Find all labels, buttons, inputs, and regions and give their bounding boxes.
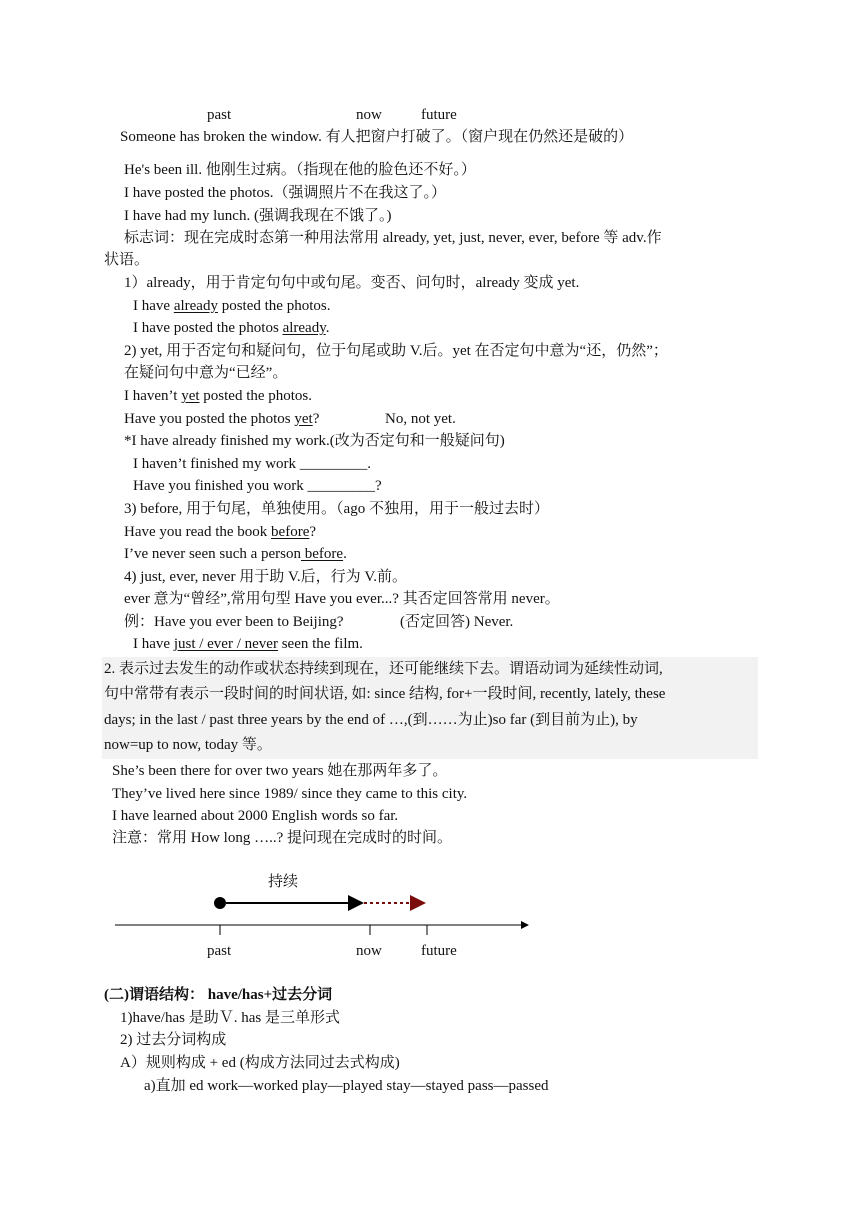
section2-line3: days; in the last / past three years by the end of …,(到……为止)so far (到目前为止), by xyxy=(104,712,638,728)
example-ever: 例：Have you ever been to Beijing? xyxy=(124,614,344,630)
section2-line4: now=up to now, today 等。 xyxy=(104,737,272,753)
example-been-ill: He's been ill. 他刚生过病。（指现在他的脸色还不好。） xyxy=(124,162,476,178)
example-yet-answer: No, not yet. xyxy=(385,411,456,427)
example-broken-window: Someone has broken the window. 有人把窗户打破了。（窗户现在仍然还是破的） xyxy=(120,129,634,145)
exercise-negative: I haven’t finished my work _________. xyxy=(133,456,372,472)
rule-yet-line2: 在疑问句中意为“已经”。 xyxy=(124,365,288,381)
example-yet-2: Have you posted the photos yet? xyxy=(124,411,320,427)
timeline-label-past: past xyxy=(207,107,232,123)
timeline-label-now: now xyxy=(356,107,382,123)
example-before-1: Have you read the book before? xyxy=(124,524,317,540)
section-heading-predicate: (二)谓语结构： have/has+过去分词 xyxy=(104,987,333,1003)
rule-ever-meaning: ever 意为“曾经”,常用句型 Have you ever...? 其否定回答常用 never。 xyxy=(124,591,560,607)
example-ever-answer: (否定回答) Never. xyxy=(400,614,514,630)
example-before-2: I’ve never seen such a person before. xyxy=(124,546,347,562)
example-been-there: She’s been there for over two years 她在那两年多了。 xyxy=(112,763,448,779)
point-past-participle: 2) 过去分词构成 xyxy=(120,1032,227,1048)
timeline-label-future: future xyxy=(421,107,457,123)
example-lived-here: They’ve lived here since 1989/ since they came to this city. xyxy=(112,786,468,802)
point-have-has: 1)have/has 是助Ｖ. has 是三单形式 xyxy=(120,1010,340,1026)
rule-yet-line1: 2) yet, 用于否定句和疑问句，位于句尾或助 V.后。yet 在否定句中意为“还，仍然”； xyxy=(124,343,668,359)
example-just-ever-never: I have just / ever / never seen the film. xyxy=(133,636,363,652)
example-had-lunch: I have had my lunch. (强调我现在不饿了。) xyxy=(124,208,392,224)
example-yet-1: I haven’t yet posted the photos. xyxy=(124,388,313,404)
signal-words-line2: 状语。 xyxy=(104,252,150,268)
example-posted-photos: I have posted the photos.（强调照片不在我这了。） xyxy=(124,185,447,201)
diagram-label-duration: 持续 xyxy=(268,874,299,890)
signal-words-line1: 标志词：现在完成时态第一种用法常用 already, yet, just, never, ever, before 等 adv.作 xyxy=(124,230,662,246)
diagram-label-past: past xyxy=(207,943,232,959)
diagram-label-now: now xyxy=(356,943,382,959)
point-add-ed-examples: a)直加 ed work—worked play—played stay—stayed pass—passed xyxy=(144,1078,549,1094)
rule-just-ever-never: 4) just, ever, never 用于助 V.后，行为 V.前。 xyxy=(124,569,407,585)
exercise-instruction: *I have already finished my work.(改为否定句和一般疑问句) xyxy=(124,433,505,449)
note-how-long: 注意：常用 How long …..? 提问现在完成时的时间。 xyxy=(112,830,452,846)
rule-before: 3) before, 用于句尾，单独使用。（ago 不独用，用于一般过去时） xyxy=(124,501,549,517)
rule-already: 1）already，用于肯定句句中或句尾。变否、问句时，already 变成 yet. xyxy=(124,275,580,291)
example-already-1: I have already posted the photos. xyxy=(133,298,331,314)
exercise-question: Have you finished you work _________? xyxy=(133,478,382,494)
diagram-label-future: future xyxy=(421,943,457,959)
start-point xyxy=(214,897,226,909)
section2-line2: 句中常带有表示一段时间的时间状语, 如: since 结构, for+一段时间, recently, lately, these xyxy=(104,686,666,702)
example-already-2: I have posted the photos already. xyxy=(133,320,330,336)
example-learned-words: I have learned about 2000 English words so far. xyxy=(112,808,399,824)
point-regular-formation: A）规则构成 + ed (构成方法同过去式构成) xyxy=(120,1055,400,1071)
section2-line1: 2. 表示过去发生的动作或状态持续到现在，还可能继续下去。谓语动词为延续性动词, xyxy=(104,661,663,677)
